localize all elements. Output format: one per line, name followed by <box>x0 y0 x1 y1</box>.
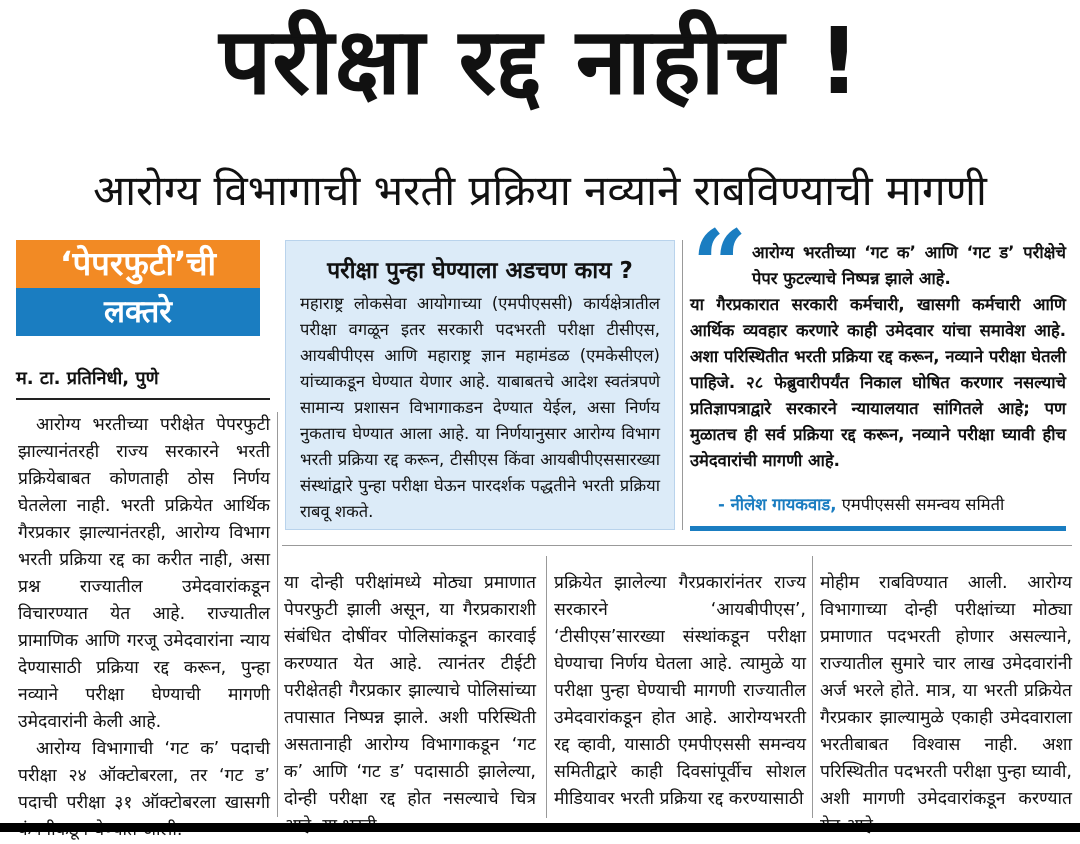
pull-quote-text <box>690 240 1066 474</box>
quote-divider <box>690 526 1066 531</box>
sidebar-box-title: परीक्षा पुन्हा घेण्याला अडचण काय ? <box>327 258 633 284</box>
sidebar-box <box>285 240 675 530</box>
pull-quote-first-line: आरोग्य भरतीच्या ‘गट क’ आणि ‘गट ड’ परीक्षेचे पेपर फुटल्याचे निष्पन्न झाले आहे. <box>752 243 1066 288</box>
section-tag-line2: लक्तरे <box>16 288 260 336</box>
article-paragraph: या दोन्ही परीक्षांमध्ये मोठ्या प्रमाणात पेपरफुटी झाली असून, या गैरप्रकाराशी संबंधित दोषींवर पोलिसांकडून कारवाई करण्यात येत आहे. त्यानंतर टीईटी परीक्षेतही गैरप्रकार झाल्याचे पोलिसांच्या तपासात निष्पन्न झाले. अशी परिस्थिती असतानाही आरोग्य विभागाकडून ‘गट क’ आणि ‘गट ड’ पदासाठी झालेल्या, दोन्ही परीक्षा रद्द होत नसल्याचे चित्र <box>284 573 536 809</box>
byline: म. टा. प्रतिनिधी, पुणे <box>16 368 159 389</box>
pull-quote <box>690 209 1066 522</box>
quote-mark-icon: “ <box>692 209 748 322</box>
headline: परीक्षा रद्द नाहीच ! <box>219 8 861 115</box>
section-divider <box>282 545 1072 546</box>
article-paragraph: प्रक्रियेत झालेल्या गैरप्रकारांनंतर राज्य सरकारने ‘आयबीपीएस’, ‘टीसीएस’सारख्या संस्थांकडून परीक्षा घेण्याचा निर्णय घेतला आहे. त्यामुळे या परीक्षा पुन्हा घेण्याची मागणी राज्यातील उमेदवारांकडून होत आहे. आरोग्यभरती रद्द व्हावी, यासाठी एमपीएससी समन्वय समितीद्वारे काही दिवसांपूर्वीच सोशल मीडियावर भरती प्रक्रिया रद्द करण्यासाठी <box>554 573 806 809</box>
quote-author-role: एमपीएससी समन्वय समिती <box>841 495 1005 514</box>
column-divider <box>812 556 813 818</box>
quote-author: - नीलेश गायकवाड, <box>718 495 837 514</box>
article-paragraph: आरोग्य भरतीच्या परीक्षेत पेपरफुटी झाल्यानंतरही राज्य सरकारने भरती प्रक्रियेबाबत कोणताही ठोस निर्णय घेतलेला नाही. भरती प्रक्रियेत आर्थिक गैरप्रकार झाल्यानंतरही, आरोग्य विभाग भरती प्रक्रिया रद्द का करीत नाही, असा प्रश्न राज्यातील उमेदवारांकडून विचारण्यात येत आहे. राज्यातील प्रामाणिक आणि गरजू उमेदवारांना न्याय देण्यासाठी प्रक्रिया रद्द करून, पुन्हा नव्याने परीक्षा घेण्याची मागणी उमेदवारांनी केली आहे. <box>18 415 270 732</box>
section-tag-line1: ‘पेपरफुटी’ची <box>16 240 260 288</box>
column-divider <box>682 240 683 530</box>
article-column-4 <box>820 570 1072 840</box>
quote-attribution <box>718 492 1004 515</box>
section-tag <box>16 240 260 336</box>
sidebar-box-text: महाराष्ट्र लोकसेवा आयोगाच्या (एमपीएससी) कार्यक्षेत्रातील परीक्षा वगळून इतर सरकारी पदभरती परीक्षा टीसीएस, आयबीपीएस आणि महाराष्ट्र ज्ञान महामंडळ (एमकेसीएल) यांच्याकडून घेण्यात येणार आहे. याबाबतचे आदेश स्वतंत्रपणे सामान्य प्रशासन विभागाकडन देण्यात येईल, असा निर्णय नुकताच घेण्यात आला आहे. या निर्णयानुसार आरोग्य विभाग भरती प्रक्रिया रद्द करून, टीसीएस किंवा आयबीपीएससारख्या संस्थांद्वारे पुन्हा परीक्षा घेऊन पारदर्शक पद्धतीने भरती प्रक्रिया राबवू शकते. <box>300 294 660 521</box>
article-column-2 <box>284 570 536 840</box>
article-column-3 <box>554 570 806 813</box>
bottom-bar <box>0 823 1080 832</box>
article-paragraph: मोहीम राबविण्यात आली. आरोग्य विभागाच्या दोन्ही परीक्षांच्या मोठ्या प्रमाणात पदभरती होणार असल्याने, राज्यातील सुमारे चार लाख उमेदवारांनी अर्ज भरले होते. मात्र, या भरती प्रक्रियेत गैरप्रकार झाल्यामुळे एकाही उमेदवाराला भरतीबाबत विश्वास नाही. अशा परिस्थितीत पदभरती परीक्षा पुन्हा घ्यावी, अशी मागणी उमेदवारांकडून करण्यात <box>820 573 1072 809</box>
article-column-1 <box>18 412 270 844</box>
article-paragraph: आरोग्य विभागाची ‘गट क’ पदाची परीक्षा २४ ऑक्टोबरला, तर ‘गट ड’ पदाची परीक्षा ३१ ऑक्टोबरला खासगी <box>18 739 270 813</box>
pull-quote-body: या गैरप्रकारात सरकारी कर्मचारी, खासगी कर्मचारी आणि आर्थिक व्यवहार करणारे काही उमेदवार यांचा समावेश आहे. अशा परिस्थितीत भरती प्रक्रिया रद्द करून, नव्याने परीक्षा घेतली पाहिजे. २८ फेब्रुवारीपर्यंत निकाल घोषित करणार नसल्याचे प्रतिज्ञापत्राद्वारे सरकारने न्यायालयात सांगितले आहे; पण मुळातच ही सर्व प्रक्रिया रद्द करून, नव्याने परीक्षा घ्यावी हीच उमेदवारांची मागणी आहे. <box>690 295 1066 470</box>
byline-divider <box>16 398 270 400</box>
subheadline: आरोग्य विभागाची भरती प्रक्रिया नव्याने राबविण्याची मागणी <box>93 166 987 215</box>
column-divider <box>546 556 547 818</box>
column-divider <box>277 412 278 817</box>
